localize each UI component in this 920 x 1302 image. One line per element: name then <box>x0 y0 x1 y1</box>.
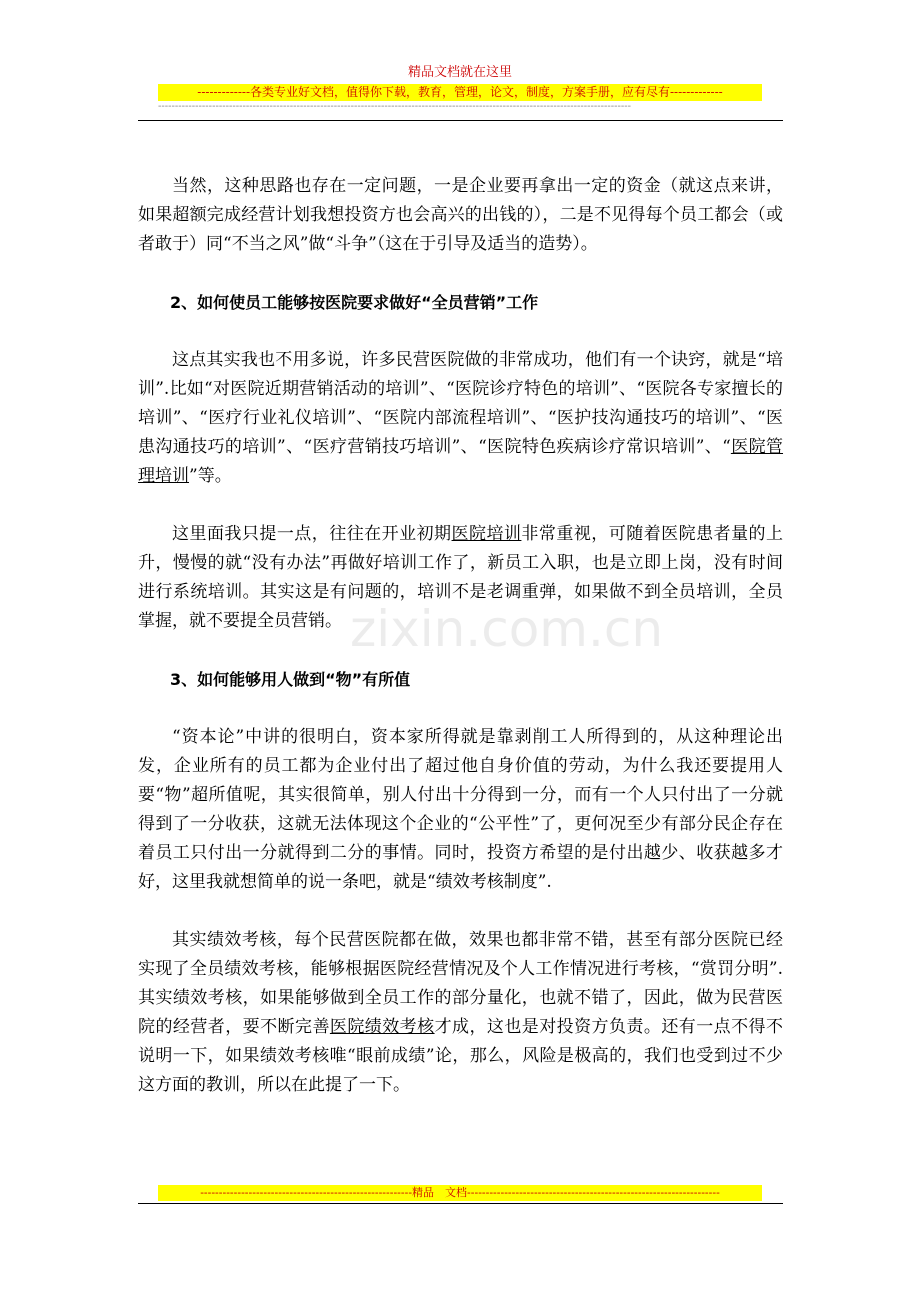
header-banner: -------------各类专业好文档，值得你下载，教育，管理，论文，制度，方案手册，应有尽有------------- <box>158 84 762 101</box>
paragraph-2 <box>138 346 783 491</box>
section-heading-2: 2、如何使员工能够按医院要求做好“全员营销”工作 <box>170 293 539 312</box>
section-heading-3: 3、如何能够用人做到“物”有所值 <box>170 670 411 689</box>
paragraph-2-text-b: ”等。 <box>189 466 232 486</box>
document-body <box>138 172 783 1100</box>
header-dash-line: -------------------------------------------------------------------------------------------------------------------------------------------- <box>158 101 632 112</box>
paragraph-2-text-a: 这点其实我也不用多说，许多民营医院做的非常成功，他们有一个诀窍，就是“培训”.比如“对医院近期营销活动的培训”、“医院诊疗特色的培训”、“医院各专家擅长的培训”、“医疗行业礼仪培训”、“医院内部流程培训”、“医护技沟通技巧的培训”、“医患沟通技巧的培训”、“医疗营销技巧培训”、“医院特色疾病诊疗常识培训”、“ <box>138 350 783 457</box>
hospital-training-link[interactable]: 医院培训 <box>451 524 522 544</box>
paragraph-3-text-b: 非常重视，可随着医院患者量的上升，慢慢的就“没有办法”再做好培训工作了，新员工入职，也是立即上岗，没有时间进行系统培训。其实这是有问题的，培训不是老调重弹，如果做不到全员培训，全员掌握，就不要提全员营销。 <box>138 524 784 631</box>
header-title: 精品文档就在这里 <box>407 65 512 80</box>
paragraph-4: “资本论”中讲的很明白，资本家所得就是靠剥削工人所得到的，从这种理论出发，企业所有的员工都为企业付出了超过他自身价值的劳动，为什么我还要提用人要“物”超所值呢，其实很简单，别人付出十分得到一分，而有一个人只付出了一分就得到了一分收获，这就无法体现这个企业的“公平性”了，更何况至少有部分民企存在着员工只付出一分就得到二分的事情。同时，投资方希望的是付出越少、收获越多才好，这里我就想简单的说一条吧，就是“绩效考核制度”. <box>138 727 783 892</box>
paragraph-1: 当然，这种思路也存在一定问题，一是企业要再拿出一定的资金（就这点来讲，如果超额完成经营计划我想投资方也会高兴的出钱的），二是不见得每个员工都会（或者敢于）同“不当之风”做“斗争”（这在于引导及适当的造势）。 <box>138 176 783 254</box>
hospital-management-training-link[interactable]: 医院管理培训 <box>138 437 784 486</box>
paragraph-5-text-b: 才成，这也是对投资方负责。还有一点不得不说明一下，如果绩效考核唯“眼前成绩”论，那么，风险是极高的，我们也受到过不少这方面的教训，所以在此提了一下。 <box>138 1017 784 1095</box>
paragraph-5 <box>138 926 783 1100</box>
paragraph-3 <box>138 520 783 636</box>
watermark: zixin.com.cn <box>350 600 664 658</box>
footer-banner: ---------------------------------------------------------精品 文档-------------------------------------------------------------------- <box>158 1185 762 1201</box>
header-rule <box>138 120 783 121</box>
paragraph-5-text-a: 其实绩效考核，每个民营医院都在做，效果也都非常不错，甚至有部分医院已经实现了全员绩效考核，能够根据医院经营情况及个人工作情况进行考核，“赏罚分明”.其实绩效考核，如果能够做到全员工作的部分量化，也就不错了，因此，做为民营医院的经营者，要不断完善 <box>138 930 783 1037</box>
hospital-performance-appraisal-link[interactable]: 医院绩效考核 <box>329 1017 435 1037</box>
footer-rule <box>138 1203 783 1204</box>
paragraph-3-text-a: 这里面我只提一点，往往在开业初期 <box>172 524 452 544</box>
